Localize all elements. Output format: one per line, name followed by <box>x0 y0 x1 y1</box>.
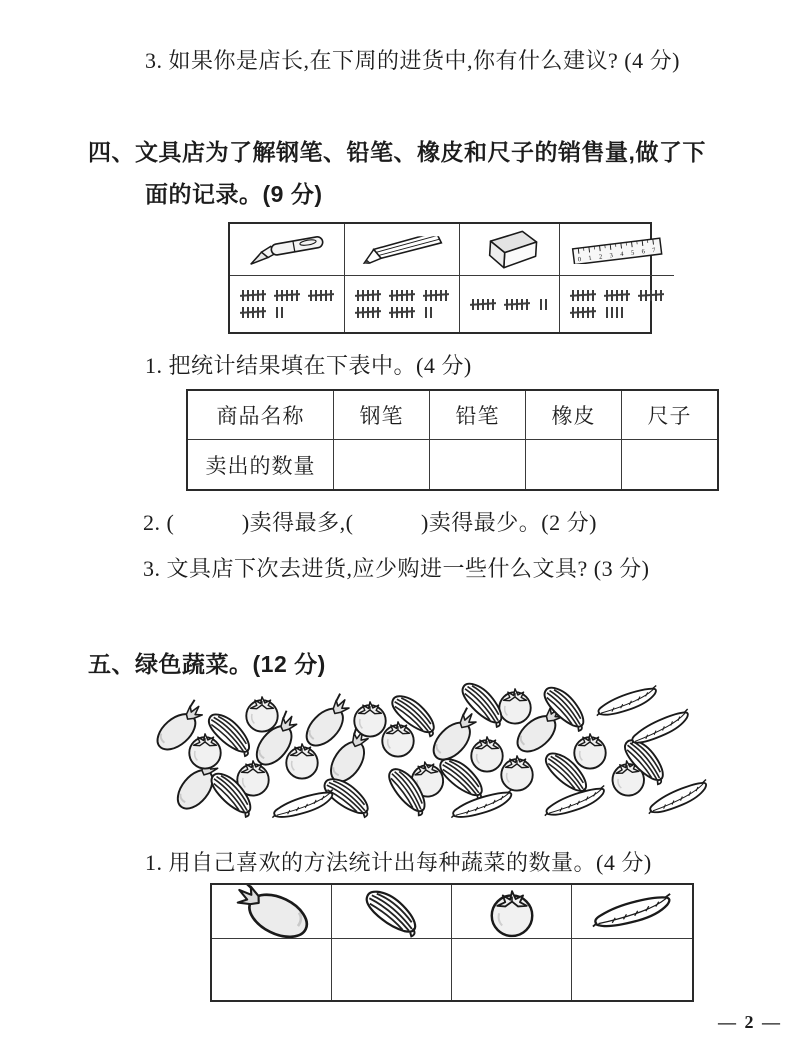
tomato-icon <box>569 730 611 770</box>
question-count-vegetables: 1. 用自己喜欢的方法统计出每种蔬菜的数量。(4 分) <box>145 850 652 875</box>
stats-answer-cell-blank <box>526 440 622 489</box>
tomato-icon <box>496 752 538 792</box>
cucumber-icon <box>316 768 377 823</box>
cucumber-icon <box>381 759 435 821</box>
tomato-icon <box>494 685 536 725</box>
tally-marks-4 <box>606 307 626 318</box>
sales-statistics-table <box>186 389 719 491</box>
cucumber-icon <box>538 743 597 802</box>
eggplant-icon <box>240 706 314 775</box>
tally-group-of-5 <box>572 307 597 318</box>
stats-header-cell: 尺子 <box>622 391 717 440</box>
veg-header-cell <box>212 885 332 939</box>
tally-group-of-5 <box>310 290 335 301</box>
veg-tally-cell-blank <box>452 939 572 1000</box>
eraser-icon <box>478 227 542 273</box>
stats-header-cell: 橡皮 <box>526 391 622 440</box>
tally-marks-2 <box>276 307 286 318</box>
tally-group-of-5 <box>640 290 665 301</box>
cucumber-icon <box>316 768 377 823</box>
cucumber-icon <box>201 704 260 763</box>
eggplant-icon <box>161 750 235 819</box>
cucumber-icon <box>617 730 673 791</box>
question-fill-table: 1. 把统计结果填在下表中。(4 分) <box>145 353 472 378</box>
tomato-icon <box>403 755 450 800</box>
tomato-icon <box>232 757 274 797</box>
stats-answer-cell-blank <box>430 440 526 489</box>
tomato-icon <box>377 718 419 758</box>
veg-header-cell <box>332 885 452 939</box>
tomato-icon <box>466 733 508 773</box>
pea-icon <box>643 778 713 817</box>
pea-icon <box>625 708 695 748</box>
tally-row <box>242 287 344 304</box>
ruler-icon <box>570 236 664 264</box>
record-item-image-cell <box>345 224 460 276</box>
tally-row <box>572 287 674 304</box>
eggplant-icon <box>418 704 492 771</box>
cucumber-icon <box>357 885 426 939</box>
pea-icon <box>589 892 676 931</box>
eggplant-icon <box>240 706 314 775</box>
record-item-image-cell <box>230 224 345 276</box>
tally-row <box>357 304 444 321</box>
cucumber-icon <box>454 673 511 733</box>
pea-icon <box>448 789 517 822</box>
tomato-icon <box>605 755 650 799</box>
page-number: — 2 — <box>718 1012 782 1032</box>
tomato-icon <box>232 757 274 797</box>
tally-group-of-5 <box>506 299 531 310</box>
cucumber-icon <box>381 759 435 821</box>
cucumber-icon <box>432 748 492 805</box>
tomato-icon <box>494 685 536 725</box>
record-item-tally-cell <box>345 276 460 332</box>
pen-icon <box>243 234 331 265</box>
eggplant-icon <box>143 696 217 759</box>
tally-group-of-5 <box>276 290 301 301</box>
section-four-heading-line1: 四、文具店为了解钢笔、铅笔、橡皮和尺子的销售量,做了下 <box>88 139 706 165</box>
cucumber-icon <box>454 673 511 733</box>
tally-group-of-5 <box>606 290 631 301</box>
pea-icon <box>643 778 713 817</box>
tally-group-of-5 <box>425 290 450 301</box>
record-item-tally-cell <box>560 276 674 332</box>
pea-icon <box>625 708 695 748</box>
question-week-suggestion: 3. 如果你是店长,在下周的进货中,你有什么建议? (4 分) <box>145 48 680 73</box>
tomato-icon <box>241 693 283 733</box>
pea-icon <box>448 789 517 822</box>
record-item-tally-cell <box>460 276 560 332</box>
eggplant-icon <box>143 696 217 759</box>
tally-row <box>572 304 635 321</box>
cucumber-icon <box>203 763 260 823</box>
tally-group-of-5 <box>357 290 382 301</box>
tomato-icon <box>377 718 419 758</box>
vegetable-tally-table <box>210 883 694 1002</box>
sales-record-tally-table <box>228 222 652 334</box>
eggplant-icon <box>313 721 387 792</box>
record-item-tally-cell <box>230 276 345 332</box>
pea-icon <box>592 684 661 719</box>
pea-icon <box>269 789 338 822</box>
tomato-icon <box>466 733 508 773</box>
tally-group-of-5 <box>391 307 416 318</box>
pea-icon <box>540 784 609 819</box>
stats-header-cell: 商品名称 <box>188 391 334 440</box>
pencil-icon <box>356 236 448 264</box>
tally-row <box>472 296 559 313</box>
stats-answer-cell-blank <box>622 440 717 489</box>
tomato-icon <box>184 730 226 770</box>
veg-tally-cell-blank <box>212 939 332 1000</box>
question-most-least: 2. ( )卖得最多,( )卖得最少。(2 分) <box>143 510 597 535</box>
eggplant-icon <box>418 704 492 771</box>
cucumber-icon <box>203 763 260 823</box>
tomato-icon <box>403 755 450 800</box>
tomato-icon <box>281 740 323 780</box>
tally-group-of-5 <box>472 299 497 310</box>
cucumber-icon <box>384 685 444 742</box>
tomato-icon <box>605 755 650 799</box>
cucumber-icon <box>536 677 593 737</box>
eggplant-icon <box>313 721 387 792</box>
eggplant-icon <box>503 698 577 761</box>
eggplant-icon <box>291 690 365 757</box>
section-four-heading-line2: 面的记录。(9 分) <box>145 181 323 207</box>
record-item-image-cell <box>460 224 560 276</box>
veg-tally-cell-blank <box>332 939 452 1000</box>
tomato-icon <box>349 698 391 738</box>
pea-icon <box>540 784 609 819</box>
question-restock: 3. 文具店下次去进货,应少购进一些什么文具? (3 分) <box>143 556 650 581</box>
tally-group-of-5 <box>242 307 267 318</box>
tomato-icon <box>485 886 539 938</box>
tally-row <box>357 287 459 304</box>
tomato-icon <box>496 752 538 792</box>
tally-group-of-5 <box>242 290 267 301</box>
tally-group-of-5 <box>391 290 416 301</box>
tomato-icon <box>349 698 391 738</box>
tally-marks-2 <box>540 299 550 310</box>
tally-group-of-5 <box>572 290 597 301</box>
stats-header-cell: 铅笔 <box>430 391 526 440</box>
eggplant-icon <box>503 698 577 761</box>
tomato-icon <box>281 740 323 780</box>
tally-row <box>242 304 295 321</box>
cucumber-icon <box>201 704 260 763</box>
cucumber-icon <box>536 677 593 737</box>
eggplant-icon <box>161 750 235 819</box>
stats-answer-cell-blank <box>334 440 430 489</box>
cucumber-icon <box>538 743 597 802</box>
pea-icon <box>592 684 661 719</box>
pea-icon <box>269 789 338 822</box>
record-item-image-cell <box>560 224 674 276</box>
eggplant-icon <box>291 690 365 757</box>
veg-header-cell <box>572 885 692 939</box>
tomato-icon <box>569 730 611 770</box>
cucumber-icon <box>432 748 492 805</box>
tally-marks-2 <box>425 307 435 318</box>
tomato-icon <box>241 693 283 733</box>
veg-header-cell <box>452 885 572 939</box>
cucumber-icon <box>384 685 444 742</box>
stats-header-cell: 钢笔 <box>334 391 430 440</box>
cucumber-icon <box>617 730 673 791</box>
section-five-heading: 五、绿色蔬菜。(12 分) <box>88 651 326 677</box>
eggplant-icon <box>224 885 318 939</box>
stats-row-label: 卖出的数量 <box>188 440 334 489</box>
veg-tally-cell-blank <box>572 939 692 1000</box>
tomato-icon <box>184 730 226 770</box>
tally-group-of-5 <box>357 307 382 318</box>
